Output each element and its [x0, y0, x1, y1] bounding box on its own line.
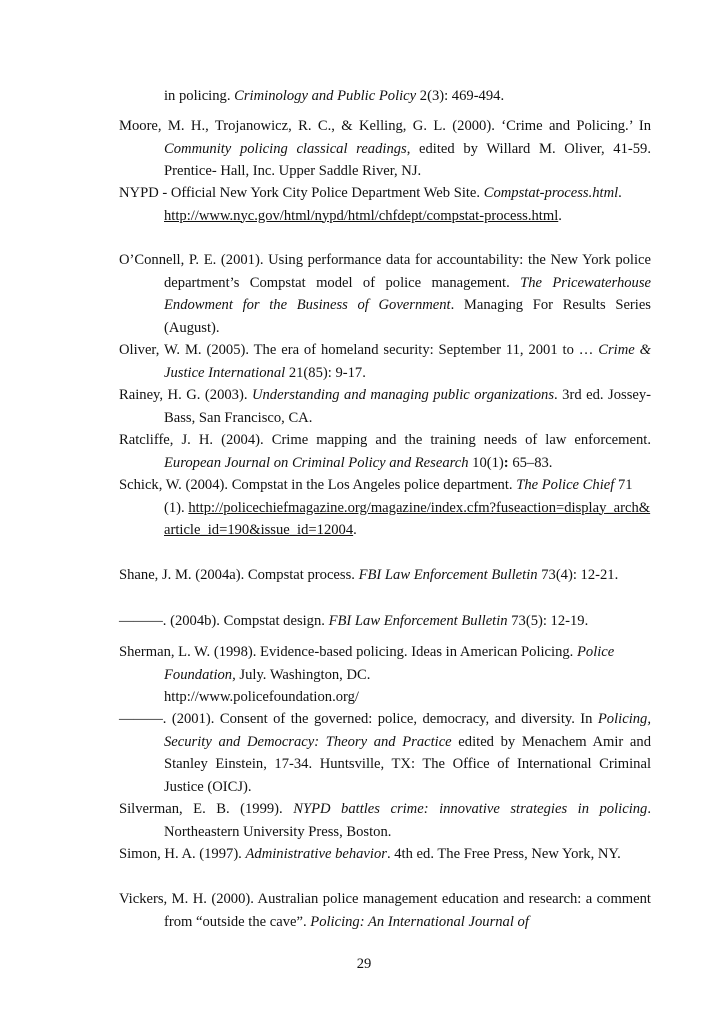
reference-rainey: Rainey, H. G. (2003). Understanding and managing public organizations. 3rd ed. Jossey-Bass, San Francisco, CA. — [119, 387, 652, 426]
reference-sherman-1998: Sherman, L. W. (1998). Evidence-based policing. Ideas in American Policing. Police Foundation, July. Washington, DC. http://www.policefoundation.org/ — [119, 644, 615, 706]
reference-oconnell: O’Connell, P. E. (2001). Using performance data for accountability: the New York police department’s Compstat model of police management. The Pricewaterhouse Endowment for the Business of Government. Managing For Results Series (August). — [119, 252, 651, 336]
reference-oliver: Oliver, W. M. (2005). The era of homeland security: September 11, 2001 to … Crime & Justice International 21(85): 9-17. — [119, 342, 651, 381]
reference-moore: Moore, M. H., Trojanowicz, R. C., & Kelling, G. L. (2000). ‘Crime and Policing.’ In Community policing classical readings, edited by Willard M. Oliver, 41-59. Prentice- Hall, Inc. Upper Saddle River, NJ. — [119, 118, 651, 180]
reference-silverman: Silverman, E. B. (1999). NYPD battles crime: innovative strategies in policing. Northeastern University Press, Boston. — [119, 801, 651, 840]
policechief-link[interactable]: http://policechiefmagazine.org/magazine/index.cfm?fuseaction=display_arch&article_id=190&issue_id=12004 — [164, 499, 651, 539]
reference-nypd: NYPD - Official New York City Police Department Web Site. Compstat-process.html. http://www.nyc.gov/html/nypd/html/chfdept/compstat-process.html. — [119, 185, 622, 224]
reference-vickers: Vickers, M. H. (2000). Australian police management education and research: a comment from “outside the cave”. Policing: An International Journal of — [119, 891, 651, 930]
policefoundation-url[interactable]: http://www.policefoundation.org/ — [164, 689, 359, 706]
reference-sherman-2001: ———. (2001). Consent of the governed: police, democracy, and diversity. In Policing, Security and Democracy: Theory and Practice edited by Menachem Amir and Stanley Einstein, 17-34. Huntsville, TX: The Office of International Criminal Justice (OICJ). — [119, 711, 651, 795]
reference-continuation: in policing. Criminology and Public Policy 2(3): 469-494. — [164, 88, 505, 104]
page-number: 29 — [356, 956, 372, 972]
nypd-link[interactable]: http://www.nyc.gov/html/nypd/html/chfdept/compstat-process.html — [164, 207, 559, 224]
reference-ratcliffe: Ratcliffe, J. H. (2004). Crime mapping and the training needs of law enforcement. European Journal on Criminal Policy and Research 10(1): 65–83. — [119, 432, 651, 471]
reference-shane-a: Shane, J. M. (2004a). Compstat process. FBI Law Enforcement Bulletin 73(4): 12-21. — [119, 567, 619, 583]
reference-schick: Schick, W. (2004). Compstat in the Los Angeles police department. The Police Chief 71(1). http://policechiefmagazine.org/magazine/index.cfm?fuseaction=display_arch&article_id=190&issue_id=12004. — [119, 477, 651, 539]
reference-simon: Simon, H. A. (1997). Administrative behavior. 4th ed. The Free Press, New York, NY. — [119, 846, 621, 862]
reference-shane-b: ———. (2004b). Compstat design. FBI Law Enforcement Bulletin 73(5): 12-19. — [119, 613, 589, 629]
